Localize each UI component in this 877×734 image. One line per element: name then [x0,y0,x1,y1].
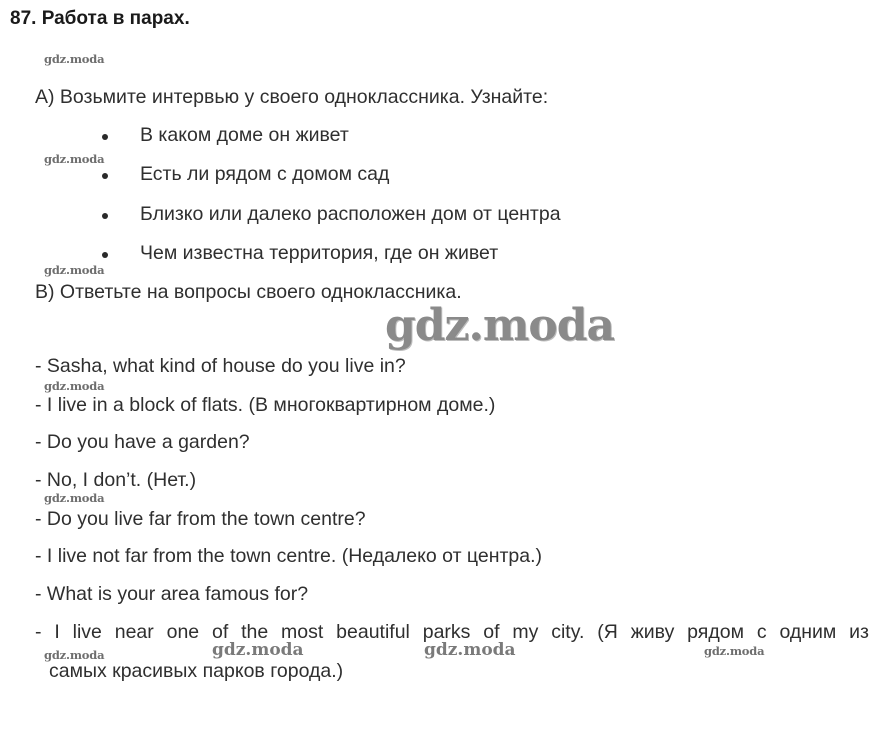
watermark: gdz.moda [704,644,765,658]
watermark: gdz.moda [424,640,516,660]
watermark-large: gdz.moda [385,300,615,351]
dialogue-line: - No, I don’t. (Нет.) [35,469,197,491]
part-a-instruction: А) Возьмите интервью у своего одноклассника. Узнайте: [35,86,549,108]
bullet-text: Есть ли рядом с домом сад [140,163,390,185]
exercise-heading: 87. Работа в парах. [10,8,190,29]
bullet-dot [102,252,108,258]
watermark: gdz.moda [44,263,105,277]
watermark: gdz.moda [44,52,105,66]
dialogue-line-continuation: самых красивых парков города.) [49,660,344,682]
bullet-text: Близко или далеко расположен дом от центра [140,203,561,225]
dialogue-line: - What is your area famous for? [35,583,309,605]
dialogue-line: - Do you have a garden? [35,431,250,453]
bullet-dot [102,173,108,179]
dialogue-line: - I live near one of the most beautiful parks of my city. (Я живу рядом с одним из [35,621,869,643]
dialogue-line: - I live not far from the town centre. (Недалеко от центра.) [35,545,543,567]
bullet-text: В каком доме он живет [140,124,349,146]
dialogue-line: - Do you live far from the town centre? [35,508,366,530]
dialogue-line: - Sasha, what kind of house do you live in? [35,355,406,377]
dialogue-line: - I live in a block of flats. (В многоквартирном доме.) [35,394,496,416]
watermark: gdz.moda [44,379,105,393]
bullet-dot [102,134,108,140]
watermark: gdz.moda [44,648,105,662]
part-b-instruction: В) Ответьте на вопросы своего одноклассника. [35,281,462,303]
watermark: gdz.moda [44,491,105,505]
bullet-dot [102,213,108,219]
watermark: gdz.moda [44,152,105,166]
bullet-text: Чем известна территория, где он живет [140,242,499,264]
watermark: gdz.moda [212,640,304,660]
